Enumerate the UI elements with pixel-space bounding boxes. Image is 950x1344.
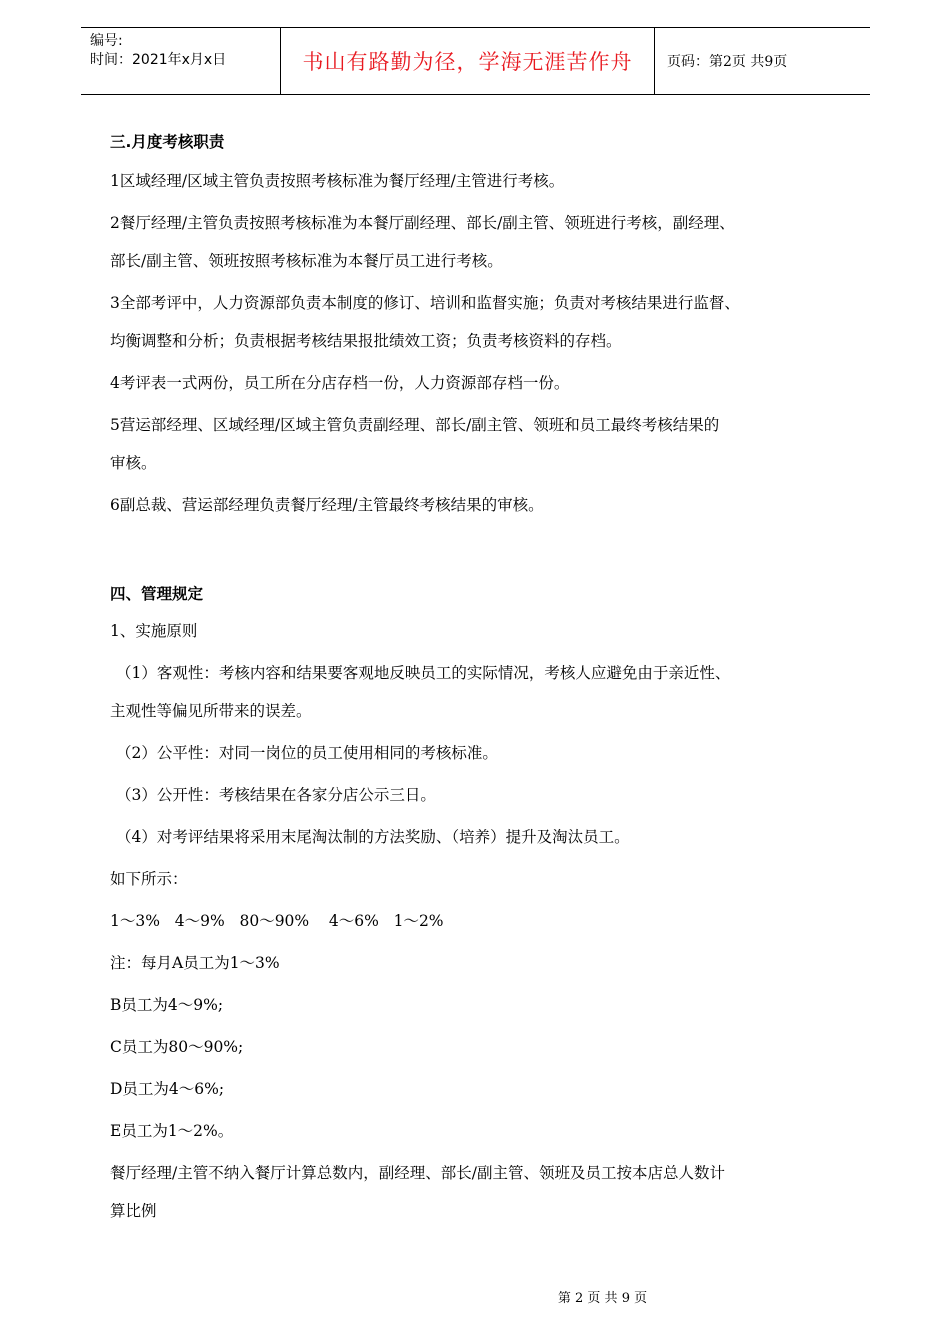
page-footer xyxy=(0,1287,950,1306)
section4-title: 四、管理规定 xyxy=(110,585,204,603)
paragraph: （2）公平性：对同一岗位的员工使用相同的考核标准。 xyxy=(116,744,498,762)
paragraph: 注：每月A员工为1～3% xyxy=(110,954,280,972)
percent-row: 1～3% 4～9% 80～90% 4～6% 1～2% xyxy=(110,912,444,930)
paragraph: （3）公开性：考核结果在各家分店公示三日。 xyxy=(116,786,436,804)
paragraph: 6副总裁、营运部经理负责餐厅经理/主管最终考核结果的审核。 xyxy=(110,496,544,514)
section3-title: 三.月度考核职责 xyxy=(110,133,225,151)
document-body xyxy=(110,130,880,1230)
paragraph: 5营运部经理、区域经理/区域主管负责副经理、部长/副主管、领班和员工最终考核结果的 xyxy=(110,416,720,434)
paragraph: C员工为80～90%; xyxy=(110,1038,244,1056)
section4-list xyxy=(110,612,880,1230)
header-motto: 书山有路勤为径，学海无涯苦作舟 xyxy=(281,28,655,94)
paragraph: 如下所示： xyxy=(110,870,188,888)
paragraph: 1、实施原则 xyxy=(110,622,198,640)
header-page-label: 页码：第2页 共9页 xyxy=(667,54,788,70)
paragraph: 均衡调整和分析；负责根据考核结果报批绩效工资；负责考核资料的存档。 xyxy=(110,332,622,350)
footer-page-number: 第 2 页 共 9 页 xyxy=(557,1291,648,1306)
paragraph: 算比例 xyxy=(110,1202,157,1220)
paragraph: E员工为1～2%。 xyxy=(110,1122,234,1140)
paragraph: D员工为4～6%; xyxy=(110,1080,225,1098)
paragraph: 餐厅经理/主管不纳入餐厅计算总数内，副经理、部长/副主管、领班及员工按本店总人数计 xyxy=(110,1164,725,1182)
paragraph: 主观性等偏见所带来的误差。 xyxy=(110,702,312,720)
time-label: 时间：2021年x月x日 xyxy=(90,52,227,68)
paragraph: （1）客观性：考核内容和结果要客观地反映员工的实际情况，考核人应避免由于亲近性、 xyxy=(116,664,731,682)
paragraph: （4）对考评结果将采用末尾淘汰制的方法奖励、（培养）提升及淘汰员工。 xyxy=(116,828,630,846)
paragraph: 3全部考评中，人力资源部负责本制度的修订、培训和监督实施；负责对考核结果进行监督、 xyxy=(110,294,740,312)
paragraph: 部长/副主管、领班按照考核标准为本餐厅员工进行考核。 xyxy=(110,252,503,270)
page-header xyxy=(81,27,870,95)
number-label: 编号: xyxy=(90,33,123,49)
paragraph: 2餐厅经理/主管负责按照考核标准为本餐厅副经理、部长/副主管、领班进行考核，副经理、 xyxy=(110,214,735,232)
header-meta xyxy=(81,28,281,94)
section3-list xyxy=(110,162,880,524)
paragraph: B员工为4～9%; xyxy=(110,996,224,1014)
paragraph: 审核。 xyxy=(110,454,157,472)
paragraph: 4考评表一式两份，员工所在分店存档一份，人力资源部存档一份。 xyxy=(110,374,570,392)
paragraph: 1区域经理/区域主管负责按照考核标准为餐厅经理/主管进行考核。 xyxy=(110,172,565,190)
